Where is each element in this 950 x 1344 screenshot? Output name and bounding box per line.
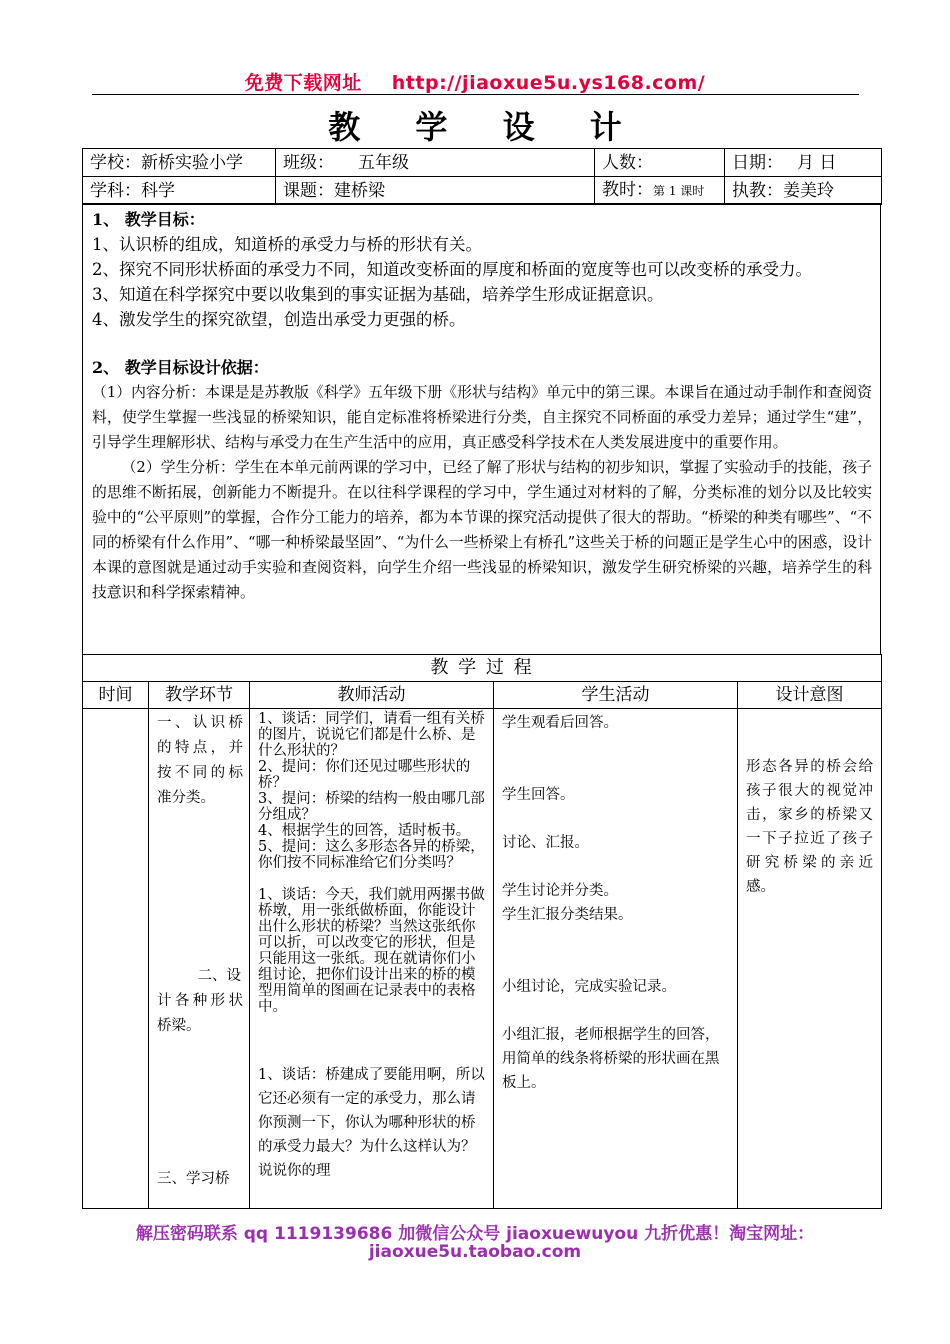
topic-cell [276,177,595,205]
date-label: 日期： [732,152,783,173]
topic-value: 建桥梁 [334,180,385,201]
process-title: 教 学 过 程 [83,655,882,682]
footer-contact: 解压密码联系 qq 1119139686 加微信公众号 jiaoxuewuyou 九折优惠！淘宝网址： [135,1224,815,1244]
topic-label: 课题： [283,180,334,201]
teacher-activity-3: 3、提问：桥梁的结构一般由哪几部分组成？ [258,791,485,823]
teacher-activity-5: 5、提问：这么多形态各异的桥梁，你们按不同标准给它们分类吗？ [258,839,485,871]
header-step: 教学环节 [149,682,250,709]
goal-item-1: 1、认识桥的组成，知道桥的承受力与桥的形状有关。 [92,235,482,254]
design-intent: 形态各异的桥会给孩子很大的视觉冲击，家乡的桥梁又一下子拉近了孩子研究桥梁的亲近感。 [746,759,874,895]
student-activity-2: 学生回答。 [502,787,575,803]
period-cell [595,177,725,205]
student-activity-5: 学生汇报分类结果。 [502,907,633,923]
teacher-activity-4: 4、根据学生的回答，适时板书。 [258,823,471,839]
info-table [82,148,882,205]
student-cell [494,709,738,1209]
step-2-b: 计各种形状桥梁。 [157,993,243,1034]
content-analysis: （1）内容分析：本课是是苏教版《科学》五年级下册《形状与结构》单元中的第三课。本课旨在通过动手制作和查阅资料，使学生掌握一些浅显的桥梁知识，能自定标准将桥梁进行分类，自主探究不同桥面的承受力差异；通过学生“建”，引导学生理解形状、结构与承受力在生产生活中的应用，真正感受科学技术在人类发展进度中的重要作用。 [92,384,872,451]
download-label: 免费下载网址 [244,72,362,94]
teacher-cell [250,709,494,1209]
step-3: 三、学习桥 [157,1171,230,1187]
header-divider [92,94,859,95]
student-analysis: （2）学生分析：学生在本单元前两课的学习中，已经了解了形状与结构的初步知识，掌握了实验动手的技能，孩子的思维不断拓展，创新能力不断提升。在以往科学课程的学习中，学生通过对材料的了解，分类标准的划分以及比较实验中的“公平原则”的掌握，合作分工能力的培养，都为本节课的探究活动提供了很大的帮助。“桥梁的种类有哪些”、“不同的桥梁有什么作用”、“哪一种桥梁最坚固”、“为什么一些桥梁上有桥孔”这些关于桥的问题正是学生心中的困惑，设计本课的意图就是通过动手实验和查阅资料，向学生介绍一些浅显的桥梁知识，激发学生研究桥梁的兴趣，培养学生的科技意识和科学探索精神。 [92,459,872,601]
date-cell [725,149,882,177]
student-activity-4: 学生讨论并分类。 [502,883,618,899]
teacher-cell: 执教：姜美玲 [725,177,882,205]
step-cell [149,709,250,1209]
download-header [0,68,950,95]
teacher-activity-7: 1、谈话：桥建成了要能用啊，所以它还必须有一定的承受力，那么请你预测一下，你认为哪种形状的桥的承受力最大？为什么这样认为？说说你的理 [258,1067,485,1179]
goals-title: 1、 教学目标： [92,210,205,229]
goals-table [82,203,881,655]
goal-item-2: 2、探究不同形状桥面的承受力不同，知道改变桥面的厚度和桥面的宽度等也可以改变桥的承受力。 [92,260,812,279]
class-cell [276,149,595,177]
goal-item-3: 3、知道在科学探究中要以收集到的事实证据为基础，培养学生形成证据意识。 [92,285,664,304]
goal-item-4: 4、激发学生的探究欲望，创造出承受力更强的桥。 [92,310,466,329]
basis-title: 2、 教学目标设计依据： [92,358,269,377]
class-label: 班级： [283,152,334,173]
period-label: 教时： [602,180,653,200]
header-student: 学生活动 [494,682,738,709]
time-cell [83,709,149,1209]
teacher-activity-2: 2、提问：你们还见过哪些形状的桥？ [258,759,471,791]
teacher-activity-1: 1、谈话：同学们，请看一组有关桥的图片，说说它们都是什么桥、是什么形状的？ [258,711,485,759]
step-1: 一、认识桥的特点，并按不同的标准分类。 [157,715,243,806]
teacher-activity-6: 1、谈话：今天，我们就用两摞书做桥墩，用一张纸做桥面，你能设计出什么形状的桥梁？当然这张纸你可以折，可以改变它的形状，但是只能用这一张纸。现在就请你们小组讨论，把你们设计出来的桥的模型用简单的图画在记录表中的表格中。 [258,887,485,1015]
student-activity-7: 小组汇报，老师根据学生的回答，用简单的线条将桥梁的形状画在黑板上。 [502,1027,720,1091]
intent-cell [738,709,882,1209]
student-activity-1: 学生观看后回答。 [502,715,618,731]
footer-shop-link[interactable]: jiaoxue5u.taobao.com [368,1242,582,1262]
header-teacher: 教师活动 [250,682,494,709]
count-cell: 人数： [595,149,725,177]
school-cell: 学校：新桥实验小学 [83,149,276,177]
student-activity-3: 讨论、汇报。 [502,835,589,851]
subject-cell: 学科：科学 [83,177,276,205]
class-value: 五年级 [358,152,409,173]
download-url-link[interactable]: http://jiaoxue5u.ys168.com/ [391,72,706,94]
process-table [82,654,882,1209]
header-intent: 设计意图 [738,682,882,709]
document-title: 教 学 设 计 [328,108,644,146]
student-activity-6: 小组讨论，完成实验记录。 [502,979,676,995]
date-value: 月 日 [797,152,837,173]
step-2-a: 二、设 [197,968,241,984]
period-value: 第 1 课时 [653,184,705,198]
goals-cell [83,204,881,655]
header-time: 时间 [83,682,149,709]
